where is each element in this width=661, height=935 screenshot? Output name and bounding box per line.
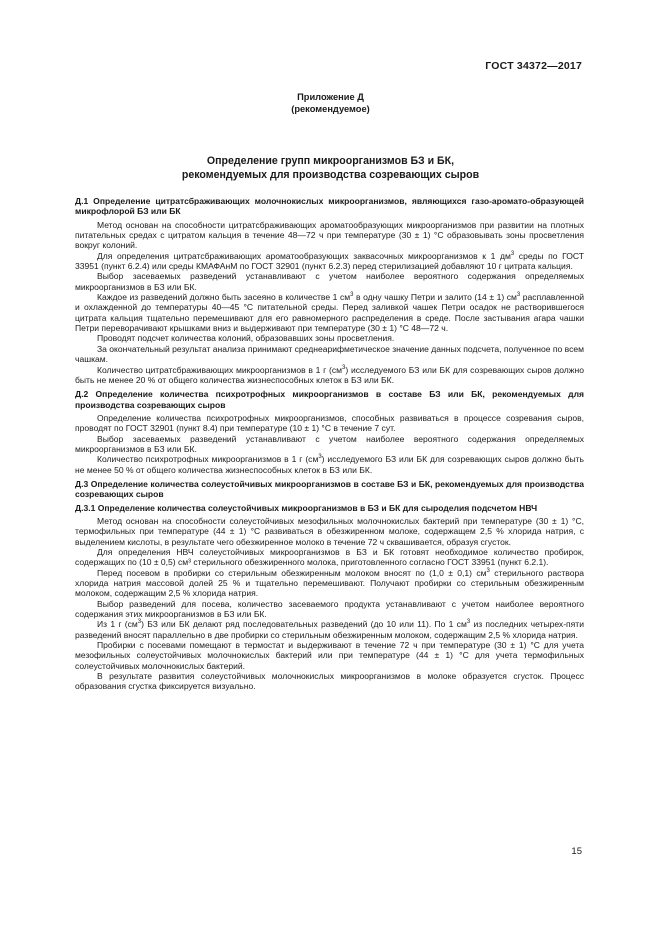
section-d1-heading: Д.1 Определение цитратсбраживающих молочнокислых микроорганизмов, являющихся газо-аромато-образующей микрофлорой БЗ или БК xyxy=(75,196,584,217)
d3-paragraph: Из 1 г $(см^3)$ БЗ или БК делают ряд последовательных разведений (до 10 или 11). По 1 $см^3$ из последних четырех-пяти разведений вносят параллельно в две пробирки со стерильным обезжиренным молоком, содержащим 2,5 % хлорида натрия. xyxy=(75,619,585,640)
title-line-2: рекомендуемых для производства созревающих сыров xyxy=(181,168,480,181)
d1-paragraph: Проводят подсчет количества колоний, образовавших зоны просветления. xyxy=(97,333,395,344)
d2-paragraph: Выбор засеваемых разведений устанавливают с учетом наиболее вероятного содержания определяемых микроорганизмов в БЗ или БК. xyxy=(75,433,584,454)
d1-paragraph: Для определения цитратсбраживающих ароматообразующих заквасочных микроорганизмов к 1 $дм^3$ среды по ГОСТ 33951 (пункт 6.2.4) или среды КМАФАнМ по ГОСТ 32901 (пункт 6.2.3) перед стерилизацией добавляют 10 г цитрата кальция. xyxy=(75,250,585,272)
document-body xyxy=(75,196,584,692)
page-number: 15 xyxy=(571,846,582,857)
d3-paragraph: Перед посевом в пробирки со стерильным обезжиренным молоком вносят по (1,0 ± 0,1) $см^3$ стерильного раствора хлорида натрия массовой долей 25 % и тщательно перемешивают. Получают пробирки со стерильным обезжиренным молоком, содержащим 2,5 % хлорида натрия. xyxy=(75,567,584,599)
title-line-1: Определение групп микроорганизмов БЗ и БК, xyxy=(206,155,455,167)
d1-paragraph: Количество цитратсбраживающих микроорганизмов в 1 г $(см^3)$ исследуемого БЗ или БК для созревающих сыров должно быть не менее 20 % от общего количества жизнеспособных клеток в БЗ или БК. xyxy=(75,364,584,385)
annex-heading xyxy=(0,91,661,116)
section-d3-1-heading: Д.3.1 Определение количества солеустойчивых микроорганизмов в БЗ и БК для сыроделия подсчетом НВЧ xyxy=(75,502,538,513)
standard-designation: ГОСТ 34372—2017 xyxy=(485,60,582,72)
d3-paragraph: Метод основан на способности солеустойчивых мезофильных молочнокислых бактерий при температуре (30 ± 1) °С, термофильных при температуре (44 ± 1) °С развиваться в обезжиренном молоке, содержащем 2,5 % хлорида натрия, с выделением кислоты, в результате чего обезжиренное молоко в течение 72 ч сквашивается, образуя сгусток. xyxy=(75,515,584,547)
d1-paragraph: Метод основан на способности цитратсбраживающих ароматообразующих микроорганизмов при развитии на плотных питательных средах с цитратом кальция в течение 48—72 ч при температуре (30 ± 1) °С образовывать зоны просветления вокруг колоний. xyxy=(75,219,584,251)
d1-paragraph: За окончательный результат анализа принимают среднеарифметическое значение данных подсчета, полученное по всем чашкам. xyxy=(75,343,584,365)
annex-title: Приложение Д xyxy=(297,92,364,102)
d3-paragraph: Для определения НВЧ солеустойчивых микроорганизмов в БЗ и БК готовят необходимое количество пробирок, содержащих по (10 ± 0,5) см³ стерильного обезжиренного молока, приготовленного согласно ГОСТ 33951 (пункт 6.2.1). xyxy=(75,547,584,568)
section-d3-heading: Д.3 Определение количества солеустойчивых микроорганизмов в составе БЗ и БК, рекомендуемых для производства созревающих сыров xyxy=(75,478,584,500)
annex-status: (рекомендуемое) xyxy=(291,104,370,115)
d3-paragraph: Пробирки с посевами помещают в термостат и выдерживают в течение 72 ч при температуре (30 ± 1) °С для учета мезофильных солеустойчивых молочнокислых бактерий или при температуре (44 ± 1) °С для учета термофильных солеустойчивых молочнокислых бактерий. xyxy=(75,640,584,671)
d1-paragraph: Выбор засеваемых разведений устанавливают с учетом наиболее вероятного содержания определяемых микроорганизмов в БЗ или БК. xyxy=(75,271,584,292)
d3-paragraph: В результате развития солеустойчивых молочнокислых микроорганизмов в молоке образуется сгусток. Процесс образования сгустка фиксируется визуально. xyxy=(75,671,584,692)
d1-paragraph: Каждое из разведений должно быть засеяно в количестве 1 $см^3$ в одну чашку Петри и залито (14 ± 1) $см^3$ расплавленной и охлажденной до температуры 40—45 °С питательной среды. Перед заливкой чашек Петри осадок не растворившегося цитрата кальция тщательно перемешивают для его равномерного распределения в среде. После застывания агара чашки Петри переворачивают крышками вниз и выдерживают при температуре (30 ± 1) °С 48—72 ч. xyxy=(75,292,584,334)
annex-main-title xyxy=(0,155,661,183)
d3-paragraph: Выбор разведений для посева, количество засеваемого продукта устанавливают с учетом наиболее вероятного содержания этих микроорганизмов в БЗ или БК. xyxy=(75,598,584,620)
d2-paragraph: Определение количества психротрофных микроорганизмов, способных развиваться в процессе созревания сыров, проводят по ГОСТ 32901 (пункт 8.4) при температуре (10 ± 1) °С в течение 7 сут. xyxy=(75,412,584,434)
d2-paragraph: Количество психротрофных микроорганизмов в 1 г $(см^3)$ исследуемого БЗ или БК для созревающих сыров должно быть не менее 50 % от общего количества жизнеспособных клеток в БЗ или БК. xyxy=(75,454,584,475)
section-d2-heading: Д.2 Определение количества психротрофных микроорганизмов в составе БЗ или БК, рекомендуемых для производства созревающих сыров xyxy=(75,389,584,410)
